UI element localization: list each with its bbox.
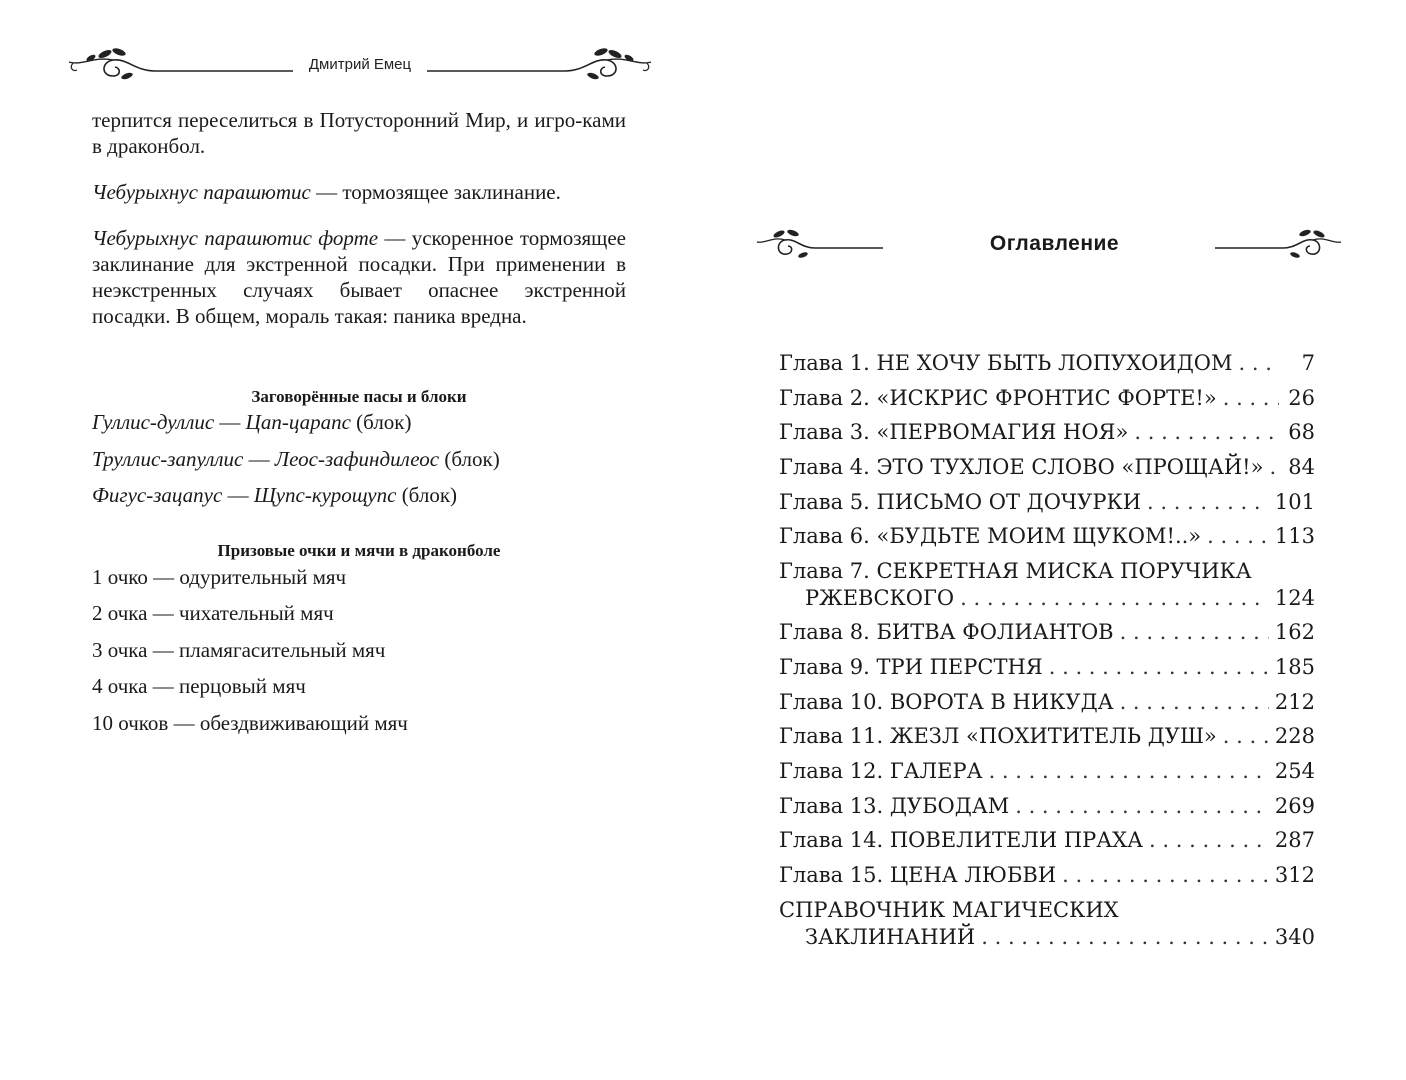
pass-block-line: Труллис-запуллис — Леос-зафиндилеос (блок) — [92, 447, 500, 471]
table-of-contents — [779, 350, 1315, 958]
ornament-right-icon — [425, 48, 655, 84]
toc-entry[interactable]: СПРАВОЧНИК МАГИЧЕСКИХ ЗАКЛИНАНИЙ . . . 340 — [779, 897, 1315, 958]
score-line: 4 очка — перцовый мяч — [92, 674, 306, 698]
toc-page-number: 254 — [1274, 758, 1315, 783]
toc-entry[interactable]: Глава 15. ЦЕНА ЛЮБВИ . . . 312 — [779, 862, 1315, 897]
section-title-scores: Призовые очки и мячи в драконболе — [217, 541, 501, 560]
toc-entry[interactable]: Глава 10. ВОРОТА В НИКУДА . . . 212 — [779, 689, 1315, 724]
toc-page-number: 124 — [1274, 586, 1315, 611]
running-header — [65, 48, 655, 84]
spell-definition: — тормозящее заклинание. — [310, 180, 561, 204]
toc-page-number: 84 — [1288, 455, 1315, 480]
toc-entry[interactable]: Глава 8. БИТВА ФОЛИАНТОВ . . . 162 — [779, 619, 1315, 654]
toc-entry[interactable]: Глава 7. СЕКРЕТНАЯ МИСКА ПОРУЧИКА РЖЕВСКОГО . . . 124 — [779, 558, 1315, 619]
spell-term: Чебурыхнус парашютис форте — [92, 226, 379, 250]
ornament-right-icon — [1213, 228, 1343, 264]
pass-block-line: Гуллис-дуллис — Цап-царапс (блок) — [92, 410, 412, 434]
score-line: 10 очков — обездвиживающий мяч — [92, 711, 408, 735]
paragraph: терпится переселиться в Потусторонний Мир, и игро-ками в драконбол. — [92, 108, 626, 158]
toc-page-number: 26 — [1288, 385, 1315, 410]
spell-definition: — ускоренное тормозящее заклинание для экстренной посадки. При применении в неэкстренных случаях бывает опаснее экстренной посадки. В общем, мораль такая: паника вредна. — [92, 226, 626, 328]
toc-page-number: 185 — [1274, 654, 1315, 679]
right-page — [703, 0, 1406, 1080]
toc-page-number: 162 — [1274, 620, 1315, 645]
toc-page-number: 68 — [1288, 420, 1315, 445]
toc-entry[interactable]: Глава 6. «БУДЬТЕ МОИМ ЩУКОМ!..» . . . 113 — [779, 523, 1315, 558]
toc-page-number: 312 — [1274, 862, 1315, 887]
toc-entry[interactable]: Глава 9. ТРИ ПЕРСТНЯ . . . 185 — [779, 654, 1315, 689]
toc-page-number: 7 — [1301, 351, 1315, 375]
pass-block-line: Фигус-зацапус — Щупс-курощупс (блок) — [92, 483, 458, 507]
score-line: 2 очка — чихательный мяч — [92, 601, 334, 625]
toc-page-number: 228 — [1274, 724, 1315, 749]
toc-page-number: 287 — [1274, 828, 1315, 853]
spell-term: Чебурыхнус парашютис — [92, 180, 311, 204]
toc-page-number: 269 — [1274, 793, 1315, 818]
toc-page-number: 113 — [1274, 524, 1315, 549]
toc-title: Оглавление — [989, 232, 1120, 255]
toc-entry[interactable]: Глава 14. ПОВЕЛИТЕЛИ ПРАХА . . . 287 — [779, 827, 1315, 862]
paragraph — [92, 225, 626, 329]
toc-heading — [703, 228, 1406, 264]
toc-entry[interactable]: Глава 11. ЖЕЗЛ «ПОХИТИТЕЛЬ ДУШ» . . . 228 — [779, 723, 1315, 758]
author-name: Дмитрий Емец — [308, 56, 412, 73]
paragraph — [92, 179, 626, 205]
toc-entry[interactable]: Глава 4. ЭТО ТУХЛОЕ СЛОВО «ПРОЩАЙ!» . . . 84 — [779, 454, 1315, 489]
toc-entry[interactable]: Глава 1. НЕ ХОЧУ БЫТЬ ЛОПУХОИДОМ . . . 7 — [779, 350, 1315, 385]
toc-entry[interactable]: Глава 12. ГАЛЕРА . . . 254 — [779, 758, 1315, 793]
toc-entry[interactable]: Глава 3. «ПЕРВОМАГИЯ НОЯ» . . . 68 — [779, 419, 1315, 454]
toc-page-number: 101 — [1274, 489, 1315, 514]
toc-entry[interactable]: Глава 2. «ИСКРИС ФРОНТИС ФОРТЕ!» . . . 26 — [779, 385, 1315, 420]
section-title-passes: Заговорённые пасы и блоки — [251, 387, 467, 406]
toc-page-number: 212 — [1274, 689, 1315, 714]
score-line: 1 очко — одурительный мяч — [92, 565, 347, 589]
toc-page-number: 340 — [1274, 924, 1315, 949]
body-text — [92, 107, 626, 349]
score-line: 3 очка — пламягасительный мяч — [92, 638, 386, 662]
toc-entry[interactable]: Глава 5. ПИСЬМО ОТ ДОЧУРКИ . . . 101 — [779, 489, 1315, 524]
toc-entry[interactable]: Глава 13. ДУБОДАМ . . . 269 — [779, 793, 1315, 828]
